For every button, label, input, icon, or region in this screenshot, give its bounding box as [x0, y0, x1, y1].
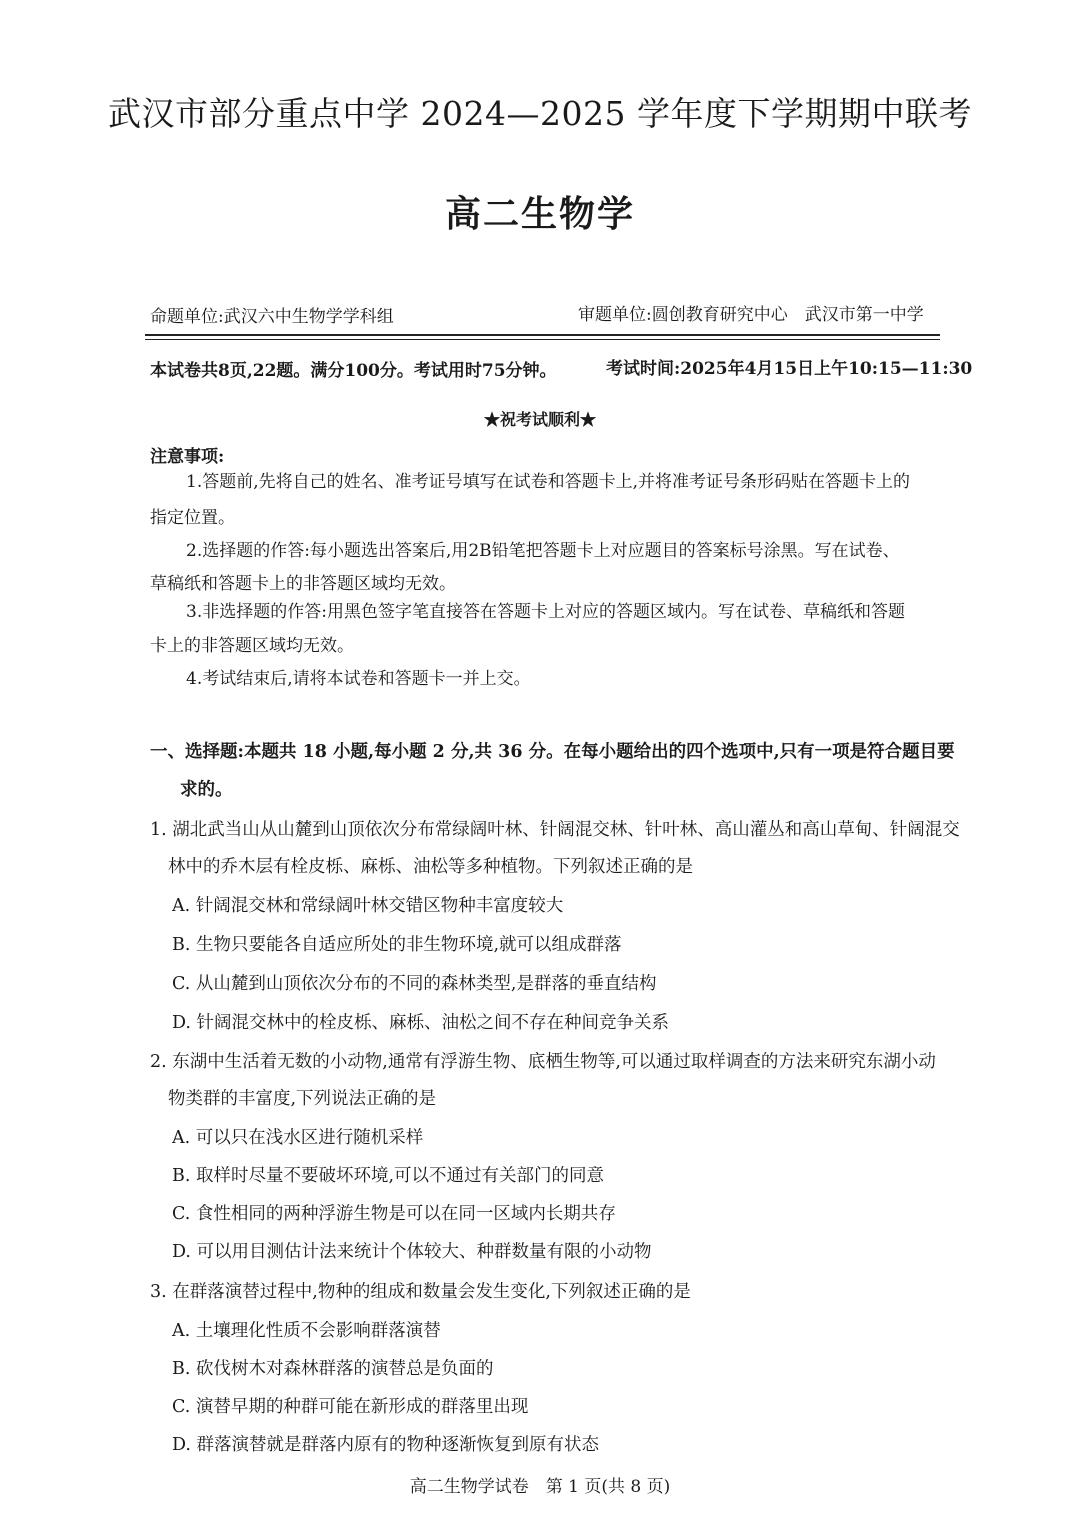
exam-info: 本试卷共8页,22题。满分100分。考试用时75分钟。	[150, 361, 557, 381]
note-line: 卡上的非答题区域均无效。	[150, 636, 354, 656]
question-stem: 1. 湖北武当山从山麓到山顶依次分布常绿阔叶林、针阔混交林、针叶林、高山灌丛和高山草甸、针阔混交	[150, 820, 960, 840]
question-stem-cont: 物类群的丰富度,下列说法正确的是	[168, 1089, 437, 1109]
note-line: 1.答题前,先将自己的姓名、准考证号填写在试卷和答题卡上,并将准考证号条形码贴在答题卡上的	[186, 472, 911, 492]
option-c: C. 演替早期的种群可能在新形成的群落里出现	[172, 1397, 529, 1417]
option-d: D. 群落演替就是群落内原有的物种逐渐恢复到原有状态	[172, 1435, 600, 1455]
option-b: B. 砍伐树木对森林群落的演替总是负面的	[172, 1359, 494, 1379]
section-heading: 一、选择题:本题共 18 小题,每小题 2 分,共 36 分。在每小题给出的四个选项中,只有一项是符合题目要	[150, 742, 955, 762]
option-d: D. 针阔混交林中的栓皮栎、麻栎、油松之间不存在种间竞争关系	[172, 1013, 670, 1033]
option-c: C. 食性相同的两种浮游生物是可以在同一区域内长期共存	[172, 1204, 616, 1224]
section-heading-cont: 求的。	[180, 780, 233, 800]
header-rule-bottom	[145, 339, 940, 340]
subject-title: 高二生物学	[444, 193, 635, 235]
note-line: 2.选择题的作答:每小题选出答案后,用2B铅笔把答题卡上对应题目的答案标号涂黑。写在试卷、	[186, 541, 900, 561]
notes-heading: 注意事项:	[150, 447, 225, 467]
note-line: 4.考试结束后,请将本试卷和答题卡一并上交。	[186, 669, 531, 689]
option-c: C. 从山麓到山顶依次分布的不同的森林类型,是群落的垂直结构	[172, 974, 657, 994]
exam-time: 考试时间:2025年4月15日上午10:15—11:30	[606, 359, 973, 379]
note-line: 指定位置。	[150, 508, 235, 528]
option-d: D. 可以用目测估计法来统计个体较大、种群数量有限的小动物	[172, 1242, 652, 1262]
option-b: B. 取样时尽量不要破坏环境,可以不通过有关部门的同意	[172, 1166, 605, 1186]
option-a: A. 可以只在浅水区进行随机采样	[172, 1128, 424, 1148]
good-luck-banner: ★祝考试顺利★	[483, 410, 596, 429]
option-b: B. 生物只要能各自适应所处的非生物环境,就可以组成群落	[172, 935, 622, 955]
question-stem-cont: 林中的乔木层有栓皮栎、麻栎、油松等多种植物。下列叙述正确的是	[168, 857, 693, 877]
page-footer: 高二生物学试卷 第 1 页(共 8 页)	[409, 1477, 671, 1497]
setter-unit: 命题单位:武汉六中生物学学科组	[150, 307, 394, 327]
question-stem: 3. 在群落演替过程中,物种的组成和数量会发生变化,下列叙述正确的是	[150, 1282, 691, 1302]
option-a: A. 针阔混交林和常绿阔叶林交错区物种丰富度较大	[172, 896, 564, 916]
question-stem: 2. 东湖中生活着无数的小动物,通常有浮游生物、底栖生物等,可以通过取样调查的方法来研究东湖小动	[150, 1052, 936, 1072]
option-a: A. 土壤理化性质不会影响群落演替	[172, 1321, 441, 1341]
note-line: 草稿纸和答题卡上的非答题区域均无效。	[150, 574, 456, 594]
reviewer-unit: 审题单位:圆创教育研究中心 武汉市第一中学	[578, 305, 924, 325]
header-rule-top	[145, 334, 940, 336]
note-line: 3.非选择题的作答:用黑色签字笔直接答在答题卡上对应的答题区域内。写在试卷、草稿纸和答题	[186, 602, 905, 622]
exam-title: 武汉市部分重点中学 2024—2025 学年度下学期期中联考	[108, 94, 972, 133]
